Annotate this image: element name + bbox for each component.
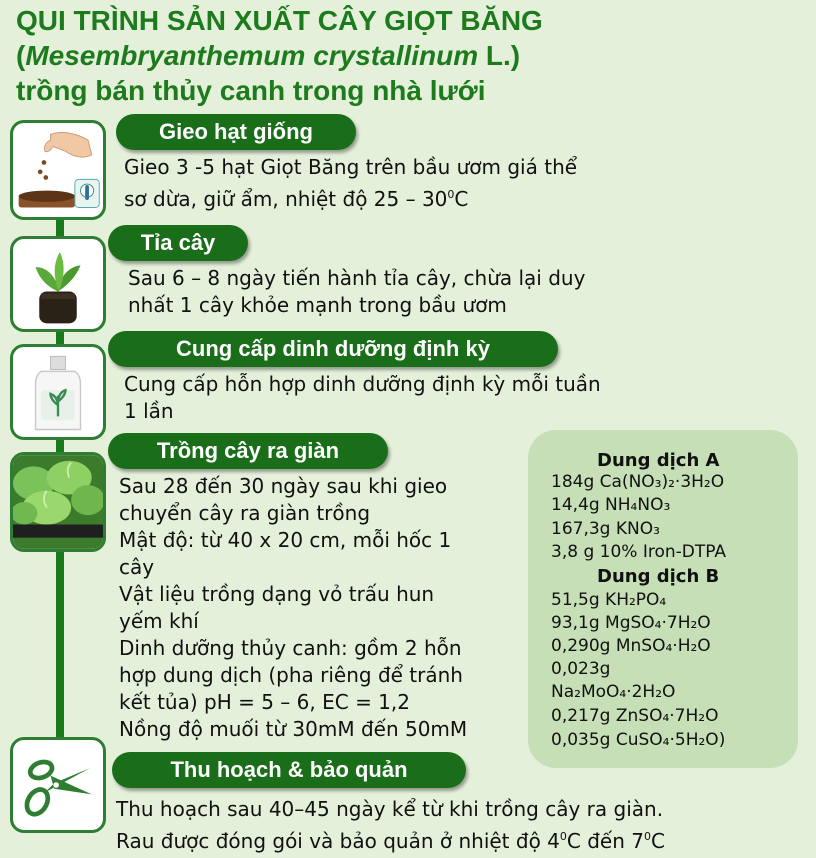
solution-a-item: 167,3g KNO₃ [551, 519, 660, 539]
solution-b-title: Dung dịch B [597, 566, 720, 587]
solution-a-item: 14,4g NH₄NO₃ [551, 495, 671, 515]
step-1-text [124, 154, 577, 213]
step-2-label: Tỉa cây [108, 225, 248, 261]
text-line: Thu hoạch sau 40–45 ngày kể từ khi trồng cây ra giàn. [116, 797, 664, 821]
text-line: Nồng độ muối từ 30mM đến 50mM [119, 717, 468, 741]
title-author: L.) [478, 40, 521, 71]
solution-a-title: Dung dịch A [597, 450, 720, 471]
text-fragment: C [650, 829, 665, 853]
step-1-label: Gieo hạt giống [116, 114, 356, 150]
text-line [124, 181, 577, 213]
text-fragment: sơ dừa, giữ ẩm, nhiệt độ 25 – 30 [124, 187, 448, 211]
solution-b-item: 93,1g MgSO₄·7H₂O [551, 613, 711, 633]
solution-b-item: 51,5g KH₂PO₄ [551, 590, 667, 610]
step-2-text [128, 265, 585, 319]
solution-a-item: 3,8 g 10% Iron-DTPA [551, 542, 727, 562]
step-5-text [116, 796, 665, 855]
text-line: yếm khí [119, 609, 199, 633]
text-line: 1 lần [124, 399, 174, 423]
text-line: Sau 6 – 8 ngày tiến hành tỉa cây, chừa lại duy [128, 266, 586, 290]
title-line-3: trồng bán thủy canh trong nhà lưới [16, 75, 486, 106]
scissors-icon [10, 737, 106, 833]
seed-sowing-icon [10, 120, 106, 220]
nutrient-bottle-icon [10, 344, 106, 440]
text-line: Mật độ: từ 40 x 20 cm, mỗi hốc 1 [119, 528, 452, 552]
solution-b-item: 0,290g MnSO₄·H₂O [551, 636, 711, 656]
step-4-text [119, 473, 467, 743]
title-open-paren: ( [16, 40, 26, 71]
text-line: kết tủa) pH = 5 – 6, EC = 1,2 [119, 690, 410, 714]
text-line: Vật liệu trồng dạng vỏ trấu hun [119, 582, 435, 606]
text-fragment: C [454, 187, 469, 211]
timeline-line [56, 550, 64, 738]
step-4-label: Trồng cây ra giàn [108, 433, 388, 469]
solution-a-item: 184g Ca(NO₃)₂·3H₂O [551, 472, 725, 492]
solution-b-item: 0,023g [551, 659, 611, 679]
text-line: Gieo 3 -5 hạt Giọt Băng trên bầu ươm giá thể [124, 155, 578, 179]
step-5-label: Thu hoạch & bảo quản [112, 752, 466, 788]
timeline-line [56, 218, 64, 238]
title-line-2 [16, 38, 520, 73]
species-name: Mesembryanthemum crystallinum [25, 40, 479, 71]
superscript: 0 [643, 830, 651, 843]
text-line: cây [119, 555, 155, 579]
solution-b-item: Na₂MoO₄·2H₂O [551, 682, 676, 702]
superscript: 0 [447, 188, 455, 201]
text-fragment: C đến 7 [566, 829, 644, 853]
text-fragment: Rau được đóng gói và bảo quản ở nhiệt độ 4 [116, 829, 560, 853]
text-line: nhất 1 cây khỏe mạnh trong bầu ươm [128, 293, 507, 317]
solution-b-item: 0,217g ZnSO₄·7H₂O [551, 706, 719, 726]
solution-b-item: 0,035g CuSO₄·5H₂O) [551, 730, 726, 750]
text-line [116, 823, 665, 855]
text-line: Sau 28 đến 30 ngày sau khi gieo [119, 474, 448, 498]
text-line: chuyển cây ra giàn trồng [119, 501, 371, 525]
lettuce-icon [10, 452, 106, 552]
text-line: Dinh dưỡng thủy canh: gồm 2 hỗn [119, 636, 462, 660]
text-line: Cung cấp hỗn hợp dinh dưỡng định kỳ mỗi tuần [124, 372, 601, 396]
step-3-label: Cung cấp dinh dưỡng định kỳ [108, 331, 558, 367]
superscript: 0 [559, 830, 567, 843]
seedling-icon [10, 236, 106, 332]
text-line: hợp dung dịch (pha riêng để tránh [119, 663, 463, 687]
title-line-1: QUI TRÌNH SẢN XUẤT CÂY GIỌT BĂNG [16, 5, 543, 36]
step-3-text [124, 371, 601, 425]
